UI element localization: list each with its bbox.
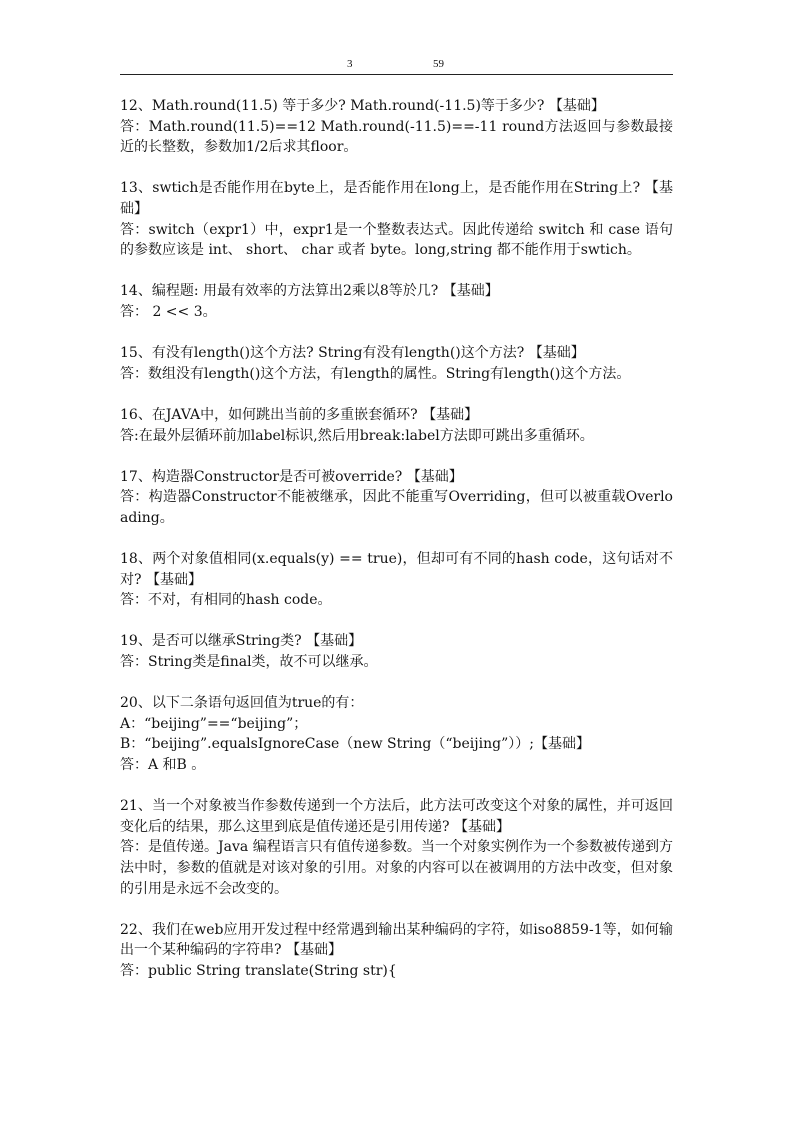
question-text: 16、在JAVA中，如何跳出当前的多重嵌套循环? 【基础】 <box>120 406 479 423</box>
current-page-number: 3 <box>347 58 353 70</box>
question-text: 18、两个对象值相同(x.equals(y) == true)，但却可有不同的hash code，这句话对不对? 【基础】 <box>120 551 673 588</box>
qa-item-18 <box>120 549 673 611</box>
question-text: 21、当一个对象被当作参数传递到一个方法后，此方法可改变这个对象的属性，并可返回变化后的结果，那么这里到底是值传递还是引用传递? 【基础】 <box>120 798 673 835</box>
answer-text: 答：String类是final类，故不可以继承。 <box>120 654 378 671</box>
qa-item-21 <box>120 796 673 899</box>
answer-text: 答：A 和B 。 <box>120 757 206 773</box>
page-header <box>120 56 673 75</box>
qa-item-12 <box>120 96 673 158</box>
qa-item-19 <box>120 631 673 672</box>
option-b-line: B：“beijing”.equalsIgnoreCase（new String（“beijing”））;【基础】 <box>120 736 590 753</box>
answer-text: 答：Math.round(11.5)==12 Math.round(-11.5)==-11 round方法返回与参数最接近的长整数，参数加1/2后求其floor。 <box>120 118 673 156</box>
question-text: 17、构造器Constructor是否可被override? 【基础】 <box>120 468 463 485</box>
qa-item-13 <box>120 178 673 260</box>
question-text: 22、我们在web应用开发过程中经常遇到输出某种编码的字符，如iso8859-1等，如何输出一个某种编码的字符串? 【基础】 <box>120 921 673 959</box>
answer-text: 答：数组没有length()这个方法，有length的属性。String有length()这个方法。 <box>120 365 631 382</box>
question-text: 20、以下二条语句返回值为true的有： <box>120 695 364 712</box>
qa-item-22 <box>120 920 673 982</box>
total-page-number: 59 <box>433 58 444 70</box>
answer-text: 答：switch（expr1）中，expr1是一个整数表达式。因此传递给 switch 和 case 语句的参数应该是 int、 short、 char 或者 byte。long,string 都不能作用于swtich。 <box>120 221 673 259</box>
question-text: 13、swtich是否能作用在byte上，是否能作用在long上，是否能作用在String上? 【基础】 <box>120 180 673 217</box>
answer-text: 答：是值传递。Java 编程语言只有值传递参数。当一个对象实例作为一个参数被传递到方法中时，参数的值就是对该对象的引用。对象的内容可以在被调用的方法中改变，但对象的引用是永远不会改变的。 <box>120 839 673 897</box>
question-text: 19、是否可以继承String类? 【基础】 <box>120 633 363 650</box>
qa-item-16 <box>120 405 673 446</box>
answer-text: 答:在最外层循环前加label标识,然后用break:label方法即可跳出多重循环。 <box>120 427 594 444</box>
qa-item-17 <box>120 467 673 529</box>
question-text: 15、有没有length()这个方法? String有没有length()这个方法? 【基础】 <box>120 345 585 362</box>
answer-text: 答：不对，有相同的hash code。 <box>120 592 332 609</box>
qa-item-14 <box>120 281 673 322</box>
qa-item-15 <box>120 343 673 384</box>
document-body <box>120 96 673 1002</box>
qa-item-20 <box>120 693 673 775</box>
answer-text: 答：public String translate(String str){ <box>120 962 397 979</box>
question-text: 12、Math.round(11.5) 等于多少? Math.round(-11.5)等于多少? 【基础】 <box>120 98 605 114</box>
answer-text: 答： 2 << 3。 <box>120 303 217 320</box>
option-a-line: A：“beijing”==“beijing”； <box>120 715 308 732</box>
question-text: 14、编程题: 用最有效率的方法算出2乘以8等於几? 【基础】 <box>120 283 499 300</box>
answer-text: 答：构造器Constructor不能被继承，因此不能重写Overriding，但可以被重载Overloading。 <box>120 489 673 526</box>
